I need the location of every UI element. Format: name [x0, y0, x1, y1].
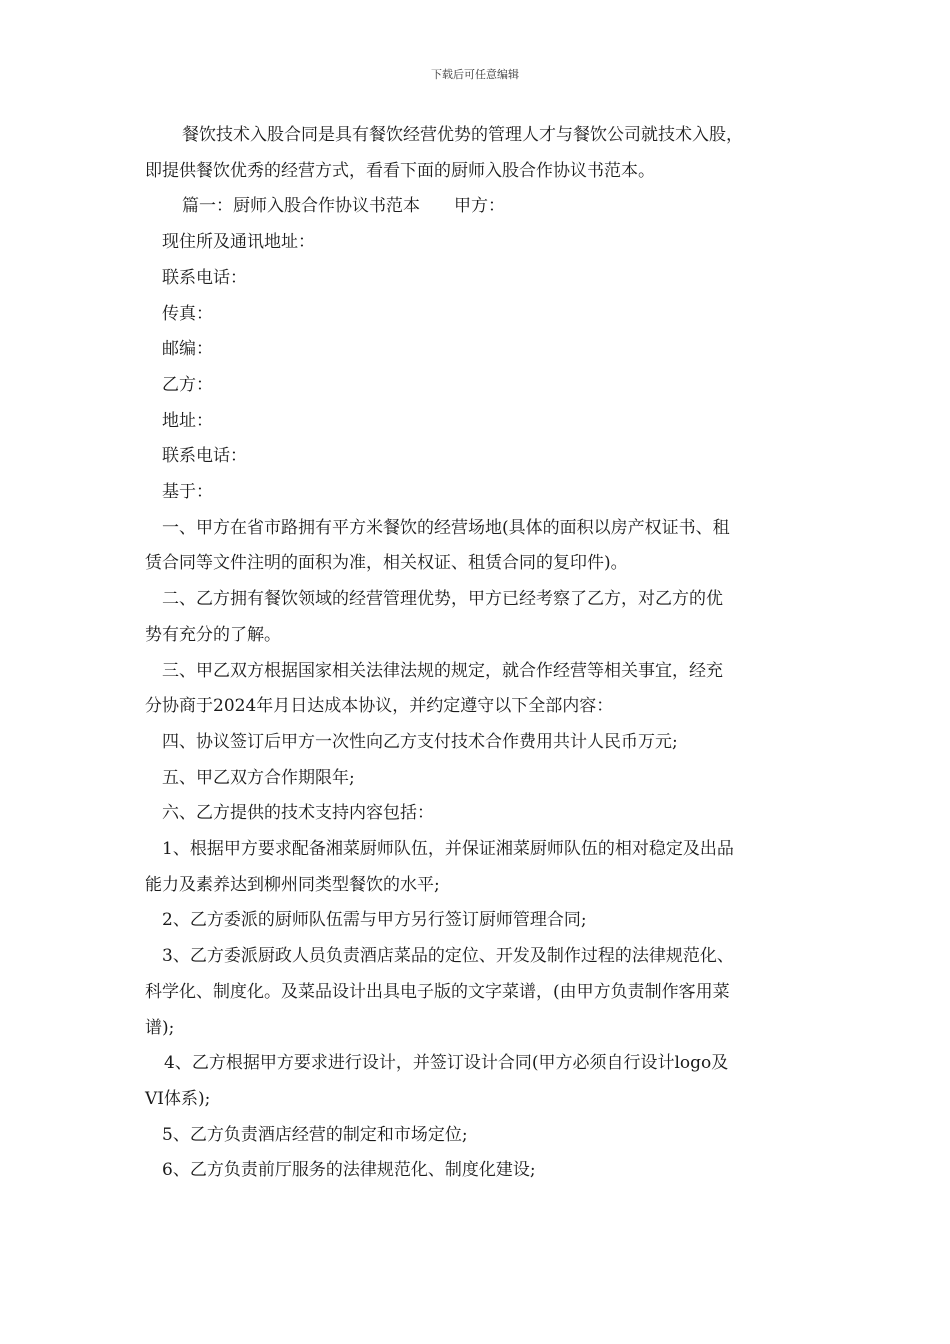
paragraph-line: 基于： [162, 482, 213, 503]
paragraph-line: 4、乙方根据甲方要求进行设计，并签订设计合同(甲方必须自行设计logo及 [164, 1053, 729, 1074]
paragraph-line: 联系电话： [162, 267, 247, 288]
paragraph-line: 邮编： [162, 339, 213, 360]
document-body [145, 118, 810, 1189]
paragraph-line: 五、甲乙双方合作期限年; [162, 767, 355, 788]
paragraph-line: 科学化、制度化。及菜品设计出具电子版的文字菜谱，(由甲方负责制作客用菜 [145, 981, 730, 1002]
paragraph-line: 乙方： [162, 374, 213, 395]
paragraph-line: 谱); [145, 1017, 175, 1038]
paragraph-line: 势有充分的了解。 [145, 624, 281, 645]
paragraph-line: 分协商于2024年月日达成本协议，并约定遵守以下全部内容： [145, 696, 614, 717]
paragraph-line: 现住所及通讯地址： [162, 232, 315, 253]
page-header: 下载后可任意编辑 [431, 68, 519, 81]
paragraph-line: 赁合同等文件注明的面积为准，相关权证、租赁合同的复印件)。 [145, 553, 628, 574]
paragraph-line: 二、乙方拥有餐饮领域的经营管理优势，甲方已经考察了乙方，对乙方的优 [162, 589, 723, 610]
paragraph-line: 3、乙方委派厨政人员负责酒店菜品的定位、开发及制作过程的法律规范化、 [162, 946, 734, 967]
paragraph-line: 6、乙方负责前厅服务的法律规范化、制度化建设; [162, 1160, 536, 1181]
paragraph-line: 篇一：厨师入股合作协议书范本 甲方： [182, 196, 505, 217]
paragraph-line: 2、乙方委派的厨师队伍需与甲方另行签订厨师管理合同; [162, 910, 587, 931]
paragraph-line: 1、根据甲方要求配备湘菜厨师队伍，并保证湘菜厨师队伍的相对稳定及出品 [162, 839, 734, 860]
paragraph-line: 三、甲乙双方根据国家相关法律法规的规定，就合作经营等相关事宜，经充 [162, 660, 723, 681]
paragraph-line: 地址： [162, 410, 213, 431]
paragraph-line: 餐饮技术入股合同是具有餐饮经营优势的管理人才与餐饮公司就技术入股， [182, 125, 743, 145]
paragraph-line: 联系电话： [162, 446, 247, 467]
paragraph-line: 即提供餐饮优秀的经营方式，看看下面的厨师入股合作协议书范本。 [145, 160, 655, 181]
paragraph-line: 四、协议签订后甲方一次性向乙方支付技术合作费用共计人民币万元; [162, 731, 678, 752]
paragraph-line: 传真： [162, 303, 213, 324]
paragraph-line: 能力及素养达到柳州同类型餐饮的水平; [145, 874, 440, 895]
paragraph-line: 一、甲方在省市路拥有平方米餐饮的经营场地(具体的面积以房产权证书、租 [162, 517, 730, 538]
paragraph-line: VI体系); [145, 1088, 211, 1109]
paragraph-line: 5、乙方负责酒店经营的制定和市场定位; [162, 1124, 468, 1145]
paragraph-line: 六、乙方提供的技术支持内容包括： [162, 803, 434, 824]
